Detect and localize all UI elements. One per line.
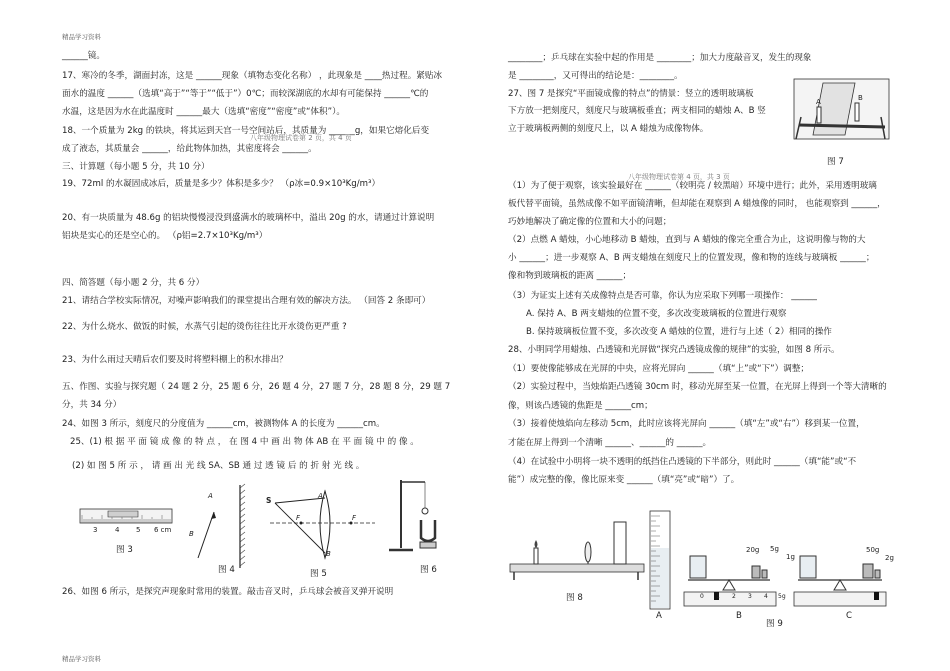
weight-label-5g: 5g: [770, 545, 779, 553]
left-line-2: 面水的温度 ______（选填“高于”“等于”“低于”）0℃；而较深湖底的水却有可能保持 ______℃的: [62, 89, 429, 99]
right-line-5: （1）为了便于观察，该实验最好在 ______（较明亮 / 较黑暗）环境中进行；此外，采用透明玻璃: [508, 181, 877, 191]
fig4-label-a: A: [208, 492, 213, 500]
left-line-7: 19、72ml 的水凝固成冰后，质量是多少？体积是多少？ （ρ冰=0.9×10³Kg/m³）: [62, 179, 381, 189]
weight-label-1g: 1g: [786, 553, 795, 561]
scale-num-1: 1: [716, 593, 720, 600]
figure-4-mirror: [190, 480, 260, 575]
left-line-11: 21、请结合学校实际情况，对噪声影响我们的课堂提出合理有效的解决方法。 （回答 2 条即可）: [62, 296, 431, 306]
left-line-16: 24、如图 3 所示，刻度尺的分度值为 ______cm，被测物体 A 的长度为 ______cm。: [62, 419, 385, 429]
left-line-1: 17、寒冷的冬季，湖面封冻，这是 ______现象（填物态变化名称） ，此现象是 ____热过程。紧贴冰: [62, 71, 443, 81]
right-line-19: 才能在屏上得到一个清晰 ______、______的 ______。: [508, 438, 712, 448]
watermark-bottom: 精品学习资料: [62, 655, 101, 663]
fig7-label-a: A: [816, 98, 821, 106]
figure-7-caption: 图 7: [827, 157, 844, 167]
left-line-10: 四、简答题（每小题 2 分，共 6 分）: [62, 278, 205, 288]
ruler-label-6cm: 6 cm: [154, 526, 172, 534]
figure-7-mirror-setup: [793, 77, 893, 152]
ruler-label-3: 3: [93, 526, 98, 534]
right-line-12: A. 保持 A、B 两支蜡烛的位置不变，多次改变玻璃板的位置进行观察: [526, 309, 787, 319]
right-line-20: （4）在试验中小明将一块不透明的纸挡住凸透镜的下半部分，则此时 ______（填“能”或“不: [508, 457, 857, 467]
right-line-15: （1）要使像能够成在光屏的中央，应将光屏向 ______（填“上”或“下”）调整；: [508, 364, 810, 374]
right-line-4: 立于玻璃板两侧的刻度尺上，以 A 蜡烛为成像物体。: [508, 124, 709, 134]
right-line-18: （3）接着使烛焰向左移动 5cm，此时应该将光屏向 ______（填“左”或“右”）移到某一位置，: [508, 419, 865, 429]
right-line-1: 是 ________，又可得出的结论是：________。: [508, 71, 683, 81]
left-line-5: 成了液态，其质量会 ______，给此物体加热，其密度将会 ______。: [62, 144, 317, 154]
right-line-7: 巧妙地解决了确定像的位置和大小的问题；: [508, 217, 672, 227]
weight-label-2g: 2g: [885, 554, 894, 562]
left-line-13: 23、为什么雨过天晴后农们要及时将塑料棚上的积水排出？: [62, 355, 288, 365]
right-line-2: 27、图 7 是探究“平面镜成像的特点”的情景：竖立的透明玻璃板: [508, 89, 754, 99]
left-line-8: 20、有一块质量为 48.6g 的铝块慢慢浸没到盛满水的玻璃杯中，溢出 20g 的水，请通过计算说明: [62, 213, 435, 223]
fig5-label-f-right: F: [352, 514, 357, 522]
left-line-17: 25、(1) 根 据 平 面 镜 成 像 的 特 点 ， 在 图 4 中 画 出 物 体 AB 在 平 面 镜 中 的 像 。: [70, 437, 419, 447]
right-line-9: 小 ______；进一步观察 A、B 两支蜡烛在刻度尺上的位置发现，像和物的连线与玻璃板 ______；: [508, 253, 875, 263]
ruler-label-5: 5: [136, 526, 141, 534]
left-line-19: 26、如图 6 所示，是探究声现象时常用的装置。敲击音叉时，乒乓球会被音叉弹开说明: [62, 587, 394, 597]
scale-num-3: 3: [748, 593, 752, 600]
fig5-label-a: A: [318, 492, 323, 500]
fig5-label-f-left: F: [296, 514, 301, 522]
right-line-21: 能”）成完整的像，像比原来变 ______（填“亮”或“暗”）了。: [508, 475, 740, 485]
left-line-14: 五、作图、实验与探究题（ 24 题 2 分，25 题 6 分，26 题 4 分，27 题 7 分，28 题 8 分，29 题 7: [62, 382, 451, 392]
scale-num-4: 4: [764, 593, 768, 600]
left-line-0: ______镜。: [62, 51, 105, 61]
figure-5-caption: 图 5: [310, 569, 327, 579]
left-line-18: (2) 如 图 5 所 示 ， 请 画 出 光 线 SA、SB 通 过 透 镜 后 的 折 射 光 线 。: [72, 461, 365, 471]
right-line-13: B. 保持玻璃板位置不变，多次改变 A 蜡烛的位置，进行与上述（ 2）相同的操作: [526, 327, 832, 337]
fig5-label-b: B: [326, 550, 331, 558]
left-line-6: 三、计算题（每小题 5 分，共 10 分）: [62, 162, 210, 172]
left-line-3: 水温，这是因为水在此温度时 ______最大（选填“密度”“密度”或“体积”）。: [62, 107, 345, 117]
left-line-9: 铝块是实心的还是空心的。 （ρ铝=2.7×10³Kg/m³）: [62, 231, 268, 241]
fig7-label-b: B: [858, 94, 863, 102]
figure-3-caption: 图 3: [116, 545, 133, 555]
right-line-8: （2）点燃 A 蜡烛，小心地移动 B 蜡烛，直到与 A 蜡烛的像完全重合为止，这说明像与物的大: [508, 235, 866, 245]
figure-9-balance: [650, 508, 900, 623]
weight-label-50g: 50g: [866, 546, 880, 554]
right-line-16: （2）实验过程中，当烛焰距凸透镜 30cm 时，移动光屏至某一位置，在光屏上得到一个等大清晰的: [508, 382, 887, 392]
watermark-top: 精品学习资料: [62, 33, 101, 41]
figure-8-optical-bench: [508, 518, 648, 588]
left-line-4: 18、一个质量为 2kg 的铁块，将其运到天宫一号空间站后，其质量为 ______g，如果它熔化后变: [62, 126, 430, 136]
figure-8-caption: 图 8: [566, 593, 583, 603]
left-line-12: 22、为什么烧水、做饭的时候，水蒸气引起的烫伤往往比开水烫伤更严重 ?: [62, 322, 347, 332]
page-footer-right: 八年级物理试卷第 4 页，共 3 页: [628, 173, 730, 181]
fig9-label-a: A: [656, 611, 662, 621]
right-line-11: （3）为证实上述有关成像特点是否可靠，你认为应采取下列哪一项操作： ______: [508, 291, 817, 301]
figure-3-ruler: [78, 503, 178, 543]
figure-9-caption: 图 9: [766, 619, 783, 629]
scale-num-5g: 5g: [778, 593, 786, 600]
scale-num-0: 0: [700, 593, 704, 600]
right-line-0: ________；乒乓球在实验中起的作用是 ________；加大力度敲音叉，发生的现象: [508, 53, 812, 63]
right-line-6: 板代替平面镜，虽然成像不如平面镜清晰，但却能在观察到 A 蜡烛像的同时， 也能观察到 ______，: [508, 199, 886, 209]
fig9-label-b: B: [736, 611, 742, 621]
fig4-label-b: B: [189, 530, 194, 538]
figure-6-caption: 图 6: [420, 565, 437, 575]
figure-4-caption: 图 4: [218, 565, 235, 575]
right-line-10: 像和物到玻璃板的距离 ______；: [508, 271, 632, 281]
right-line-17: 像，则该凸透镜的焦距是 ______cm；: [508, 401, 653, 411]
right-line-3: 下方放一把刻度尺，刻度尺与玻璃板垂直；两支相同的蜡烛 A、B 竖: [508, 106, 766, 116]
scale-num-2: 2: [732, 593, 736, 600]
left-line-15: 分，共 34 分）: [62, 400, 122, 410]
figure-6-tuning-fork: [383, 470, 453, 560]
page-footer-middle: 八年级物理试卷第 2 页，共 4 页: [250, 134, 352, 142]
weight-label-20g: 20g: [746, 546, 760, 554]
right-line-14: 28、小明同学用蜡烛、凸透镜和光屏做“探究凸透镜成像的规律”的实验，如图 8 所示。: [508, 345, 840, 355]
fig9-label-c: C: [846, 611, 853, 621]
fig5-label-s: S: [266, 496, 272, 505]
ruler-label-4: 4: [115, 526, 120, 534]
